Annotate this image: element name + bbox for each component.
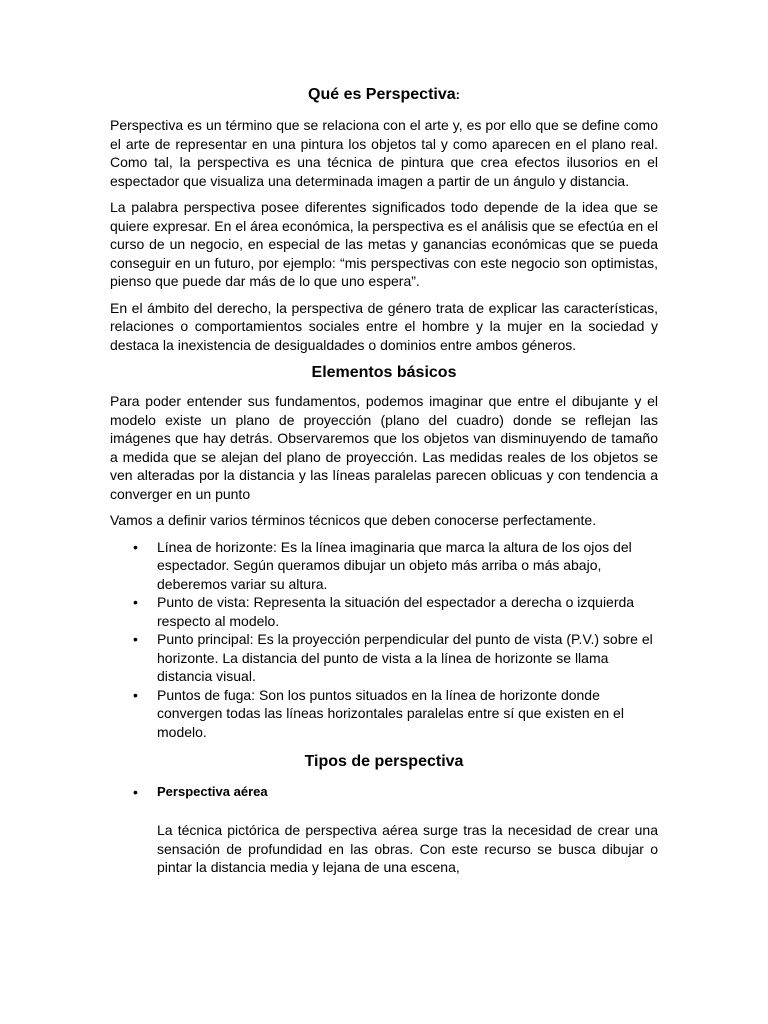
type-item-text: La técnica pictórica de perspectiva aérea surge tras la necesidad de crear una sensación de profundidad en las obras. Con este recurso se busca dibujar o pintar la distancia media y lejana de una escena, bbox=[157, 822, 658, 875]
section-title-tipos-de-perspectiva: Tipos de perspectiva bbox=[304, 753, 464, 770]
bullet-icon: • bbox=[133, 686, 138, 703]
bullet-icon: • bbox=[133, 631, 138, 647]
paragraph: Para poder entender sus fundamentos, podemos imaginar que entre el dibujante y el modelo existe un plano de proyección (plano del cuadro) donde se reflejan las imágenes que hay detrás. Observaremos que los objetos van disminuyendo de tamaño a medida que se alejan del plano de proyección. Las medidas reales de los objetos se ven alteradas por la distancia y las líneas paralelas parecen oblicuas y con tendencia a converger en un punto bbox=[110, 393, 658, 502]
title-text: Qué es Perspectiva bbox=[308, 86, 456, 103]
paragraph: En el ámbito del derecho, la perspectiva de género trata de explicar las características, relaciones o comportamientos sociales entre el hombre y la mujer en la sociedad y destaca la inexistencia de desigualdades o dominios entre ambos géneros. bbox=[110, 299, 658, 353]
section-title-elementos-basicos: Elementos básicos bbox=[311, 364, 457, 381]
list-item bbox=[133, 630, 658, 686]
list-item-text: Punto principal: Es la proyección perpendicular del punto de vista (P.V.) sobre el horizonte. La distancia del punto de vista a la línea de horizonte se llama distancia visual. bbox=[157, 631, 653, 684]
terms-list bbox=[110, 538, 658, 742]
list-item-text: Línea de horizonte: Es la línea imaginaria que marca la altura de los ojos del espectador. Según queramos dibujar un objeto más arriba o más abajo, deberemos variar su altura. bbox=[157, 538, 632, 592]
list-item-text: Punto de vista: Representa la situación del espectador a derecha o izquierda respecto al modelo. bbox=[157, 594, 635, 629]
bullet-icon: • bbox=[133, 538, 138, 555]
paragraph: Vamos a definir varios términos técnicos que deben conocerse perfectamente. bbox=[110, 512, 597, 528]
list-item bbox=[133, 686, 658, 742]
list-item-text: Puntos de fuga: Son los puntos situados en la línea de horizonte donde convergen todas las líneas horizontales paralelas entre sí que existen en el modelo. bbox=[157, 686, 624, 740]
section-title-que-es-perspectiva bbox=[110, 84, 658, 106]
list-item bbox=[133, 593, 658, 630]
bullet-icon: • bbox=[133, 594, 138, 610]
title-colon: : bbox=[455, 87, 460, 102]
paragraph: Perspectiva es un término que se relaciona con el arte y, es por ello que se define como el arte de representar en una pintura los objetos tal y como aparecen en el plano real. Como tal, la perspectiva es una técnica de pintura que crea efectos ilusorios en el espectador que visualiza una determinada imagen a partir de un ángulo y distancia. bbox=[110, 117, 658, 189]
list-item bbox=[133, 538, 658, 594]
type-item-perspectiva-aerea bbox=[110, 783, 658, 877]
type-item-title: Perspectiva aérea bbox=[157, 784, 268, 799]
paragraph: La palabra perspectiva posee diferentes significados todo depende de la idea que se quiere expresar. En el área económica, la perspectiva es el análisis que se efectúa en el curso de un negocio, en especial de las metas y ganancias económicas que se pueda conseguir en un futuro, por ejemplo: “mis perspectivas con este negocio son optimistas, pienso que puede dar más de lo que uno espera”. bbox=[110, 199, 658, 289]
bullet-icon: • bbox=[133, 784, 138, 800]
